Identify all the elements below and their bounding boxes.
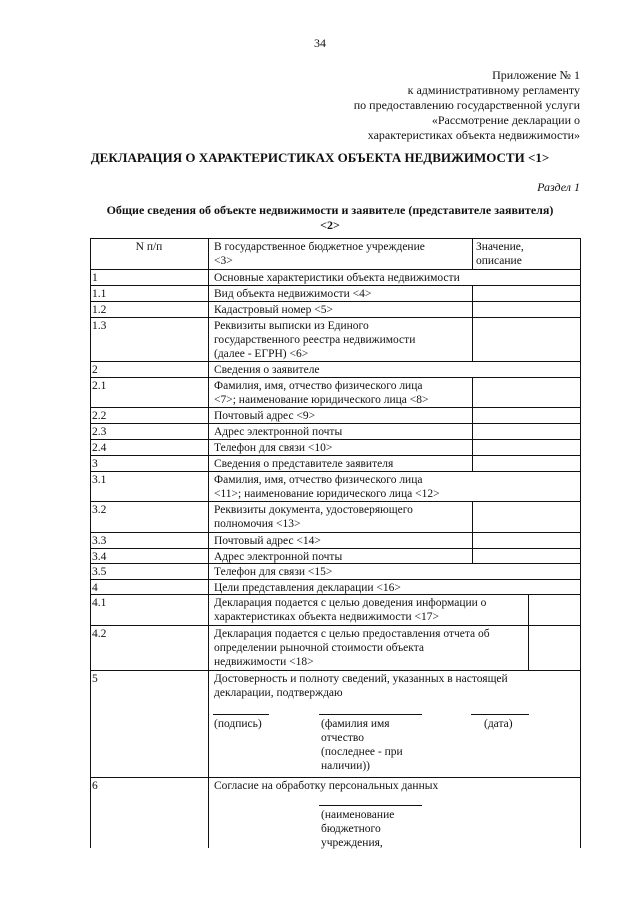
row-num: 2.3 [92, 426, 107, 438]
row-text-line: полномочия <13> [214, 518, 301, 530]
fullname-caption [321, 717, 403, 773]
row-text [214, 672, 508, 700]
row-text-line: Фамилия, имя, отчество физического лица [214, 380, 423, 392]
row-text: Согласие на обработку персональных данных [214, 780, 439, 792]
row-num: 2 [92, 364, 98, 376]
row-num: 3.5 [92, 566, 107, 578]
row-text-line: характеристиках объекта недвижимости <17> [214, 611, 439, 623]
row-text-line: Декларация подается с целью доведения информации о [214, 597, 487, 609]
header-value [476, 240, 524, 268]
header-description-line: В государственное бюджетное учреждение [214, 241, 425, 253]
row-num: 1 [92, 272, 98, 284]
header-description-line: <3> [214, 255, 233, 267]
header-num: N п/п [135, 241, 163, 253]
row-text: Почтовый адрес <14> [214, 535, 321, 547]
section-label: Раздел 1 [537, 180, 580, 194]
row-num: 5 [92, 673, 98, 685]
row-text: Сведения о представителе заявителя [214, 458, 394, 470]
appendix-line: характеристиках объекта недвижимости» [367, 128, 580, 142]
row-text-line: декларации, подтверждаю [214, 687, 343, 699]
signature-caption: (подпись) [214, 718, 262, 730]
row-text: Вид объекта недвижимости <4> [214, 288, 372, 300]
consent-org-line [319, 805, 422, 806]
row-num: 3.3 [92, 535, 107, 547]
row-text-line: недвижимости <18> [214, 656, 314, 668]
row-num: 6 [92, 780, 98, 792]
subtitle-line: Общие сведения об объекте недвижимости и заявителе (представителе заявителя) [106, 203, 554, 217]
row-text: Основные характеристики объекта недвижимости [214, 272, 460, 284]
page-number: 34 [314, 36, 326, 50]
consent-org-caption-line: бюджетного [321, 823, 381, 835]
fullname-caption-line: наличии)) [321, 760, 371, 772]
row-text [214, 596, 486, 624]
row-text: Почтовый адрес <9> [214, 410, 316, 422]
date-line [471, 714, 529, 715]
row-text [214, 627, 490, 669]
header-value-line: Значение, [476, 241, 524, 253]
document-title: ДЕКЛАРАЦИЯ О ХАРАКТЕРИСТИКАХ ОБЪЕКТА НЕДВИЖИМОСТИ <1> [90, 150, 550, 165]
row-text-line: Фамилия, имя, отчество физического лица [214, 474, 423, 486]
row-num: 3.2 [92, 504, 107, 516]
signature-line [213, 714, 269, 715]
row-num: 1.2 [92, 304, 107, 316]
row-num: 4.1 [92, 597, 107, 609]
row-num: 3.4 [92, 551, 107, 563]
row-text-line: <7>; наименование юридического лица <8> [214, 394, 429, 406]
subtitle-line: <2> [320, 218, 340, 232]
row-text-line: государственного реестра недвижимости [214, 334, 416, 346]
fullname-line [319, 714, 422, 715]
header-value-line: описание [476, 255, 522, 267]
row-text: Телефон для связи <10> [214, 442, 333, 454]
row-text-line: Достоверность и полноту сведений, указанных в настоящей [214, 673, 508, 685]
row-text: Адрес электронной почты [214, 426, 343, 438]
row-num: 4.2 [92, 628, 107, 640]
row-text [214, 503, 413, 531]
header-description [214, 240, 425, 268]
row-text: Цели представления декларации <16> [214, 582, 401, 594]
consent-org-caption [321, 808, 394, 850]
fullname-caption-line: отчество [321, 732, 365, 744]
row-text-line: <11>; наименование юридического лица <12> [214, 488, 440, 500]
row-text-line: Реквизиты выписки из Единого [214, 320, 369, 332]
row-text: Телефон для связи <15> [214, 566, 333, 578]
row-text-line: Декларация подается с целью предоставления отчета об [214, 628, 490, 640]
row-text: Адрес электронной почты [214, 551, 343, 563]
row-text [214, 473, 440, 501]
row-num: 3 [92, 458, 98, 470]
row-text: Сведения о заявителе [214, 364, 320, 376]
row-text: Кадастровый номер <5> [214, 304, 333, 316]
row-text-line: определении рыночной стоимости объекта [214, 642, 424, 654]
fullname-caption-line: (последнее - при [321, 746, 403, 758]
consent-org-caption-line: учреждения, [321, 837, 383, 849]
appendix-line: Приложение № 1 [492, 68, 580, 82]
date-caption: (дата) [484, 718, 513, 730]
row-num: 3.1 [92, 474, 107, 486]
row-num: 2.2 [92, 410, 107, 422]
row-num: 2.4 [92, 442, 107, 454]
row-text-line: (далее - ЕГРН) <6> [214, 348, 309, 360]
appendix-line: по предоставлению государственной услуги [353, 98, 580, 112]
consent-org-caption-line: (наименование [321, 809, 395, 821]
fullname-caption-line: (фамилия имя [321, 718, 390, 730]
row-text-line: Реквизиты документа, удостоверяющего [214, 504, 413, 516]
row-num: 1.3 [92, 320, 107, 332]
appendix-line: «Рассмотрение декларации о [431, 113, 580, 127]
row-num: 4 [92, 582, 98, 594]
row-num: 2.1 [92, 380, 107, 392]
appendix-line: к административному регламенту [407, 83, 580, 97]
row-num: 1.1 [92, 288, 107, 300]
row-text [214, 319, 415, 361]
row-text [214, 379, 429, 407]
